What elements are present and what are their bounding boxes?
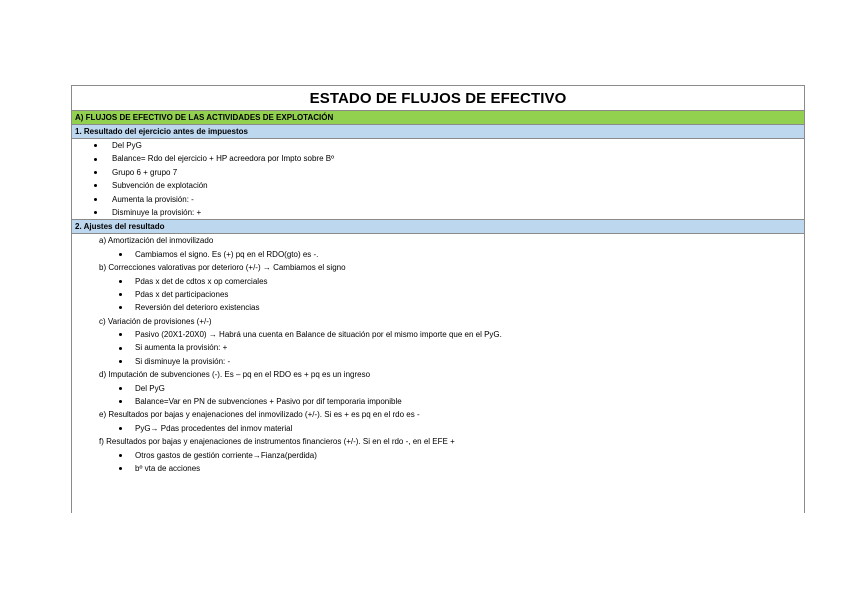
list-item: Del PyG bbox=[72, 382, 804, 395]
list-item: Subvención de explotación bbox=[72, 179, 804, 192]
page-title: ESTADO DE FLUJOS DE EFECTIVO bbox=[72, 86, 804, 111]
bullet-icon bbox=[119, 280, 122, 283]
bullet-icon bbox=[119, 387, 122, 390]
subsection-d: d) Imputación de subvenciones (-). Es – pq en el RDO es + pq es un ingreso bbox=[99, 370, 371, 380]
bullet-icon bbox=[119, 253, 122, 256]
list-item: Cambiamos el signo. Es (+) pq en el RDO(gto) es -. bbox=[72, 248, 804, 261]
list-item: Si aumenta la provisión: + bbox=[72, 341, 804, 354]
cash-flow-sheet bbox=[71, 85, 805, 513]
bullet-icon bbox=[119, 333, 122, 336]
list-item: Pdas x det participaciones bbox=[72, 288, 804, 301]
bullet-icon bbox=[119, 347, 122, 350]
subsection-b: b) Correcciones valorativas por deterioro (+/-) → Cambiamos el signo bbox=[99, 263, 346, 273]
section-a-header: A) FLUJOS DE EFECTIVO DE LAS ACTIVIDADES DE EXPLOTACIÓN bbox=[72, 111, 804, 125]
bullet-icon bbox=[119, 306, 122, 309]
list-item: Grupo 6 + grupo 7 bbox=[72, 166, 804, 179]
bullet-icon bbox=[119, 293, 122, 296]
list-item: Aumenta la provisión: - bbox=[72, 193, 804, 206]
subsection-e: e) Resultados por bajas y enajenaciones del inmovilizado (+/-). Si es + es pq en el rdo es - bbox=[99, 410, 420, 420]
list-item: Si disminuye la provisión: - bbox=[72, 355, 804, 368]
section-2-header: 2. Ajustes del resultado bbox=[72, 219, 804, 234]
list-item: Pdas x det de cdtos x op comerciales bbox=[72, 275, 804, 288]
list-item: Reversión del deterioro existencias bbox=[72, 301, 804, 314]
bullet-icon bbox=[119, 454, 122, 457]
bullet-icon bbox=[94, 144, 97, 147]
bullet-icon bbox=[119, 400, 122, 403]
list-item: Pasivo (20X1-20X0) → Habrá una cuenta en Balance de situación por el mismo importe que en el PyG. bbox=[72, 328, 804, 341]
bullet-icon bbox=[119, 467, 122, 470]
list-item: bº vta de acciones bbox=[72, 462, 804, 475]
subsection-c: c) Variación de provisiones (+/-) bbox=[99, 316, 212, 326]
bullet-icon bbox=[94, 158, 97, 161]
bullet-icon bbox=[94, 171, 97, 174]
subsection-f: f) Resultados por bajas y enajenaciones de instrumentos financieros (+/-). Si en el rdo -, en el EFE + bbox=[99, 437, 455, 447]
section-2-list bbox=[72, 234, 804, 475]
list-item: PyG→ Pdas procedentes del inmov material bbox=[72, 422, 804, 435]
list-item: Balance=Var en PN de subvenciones + Pasivo por dif temporaria imponible bbox=[72, 395, 804, 408]
bullet-icon bbox=[94, 211, 97, 214]
bullet-icon bbox=[94, 198, 97, 201]
section-1-header: 1. Resultado del ejercicio antes de impuestos bbox=[72, 125, 804, 139]
list-item: Balance= Rdo del ejercicio + HP acreedora por Impto sobre Bº bbox=[72, 152, 804, 165]
list-item: Otros gastos de gestión corriente→Fianza(perdida) bbox=[72, 449, 804, 462]
list-item: Del PyG bbox=[72, 139, 804, 152]
bullet-icon bbox=[119, 360, 122, 363]
bullet-icon bbox=[119, 427, 122, 430]
list-item: Disminuye la provisión: + bbox=[72, 206, 804, 219]
bullet-icon bbox=[94, 184, 97, 187]
section-1-list bbox=[72, 139, 804, 219]
subsection-a: a) Amortización del inmovilizado bbox=[99, 236, 214, 246]
